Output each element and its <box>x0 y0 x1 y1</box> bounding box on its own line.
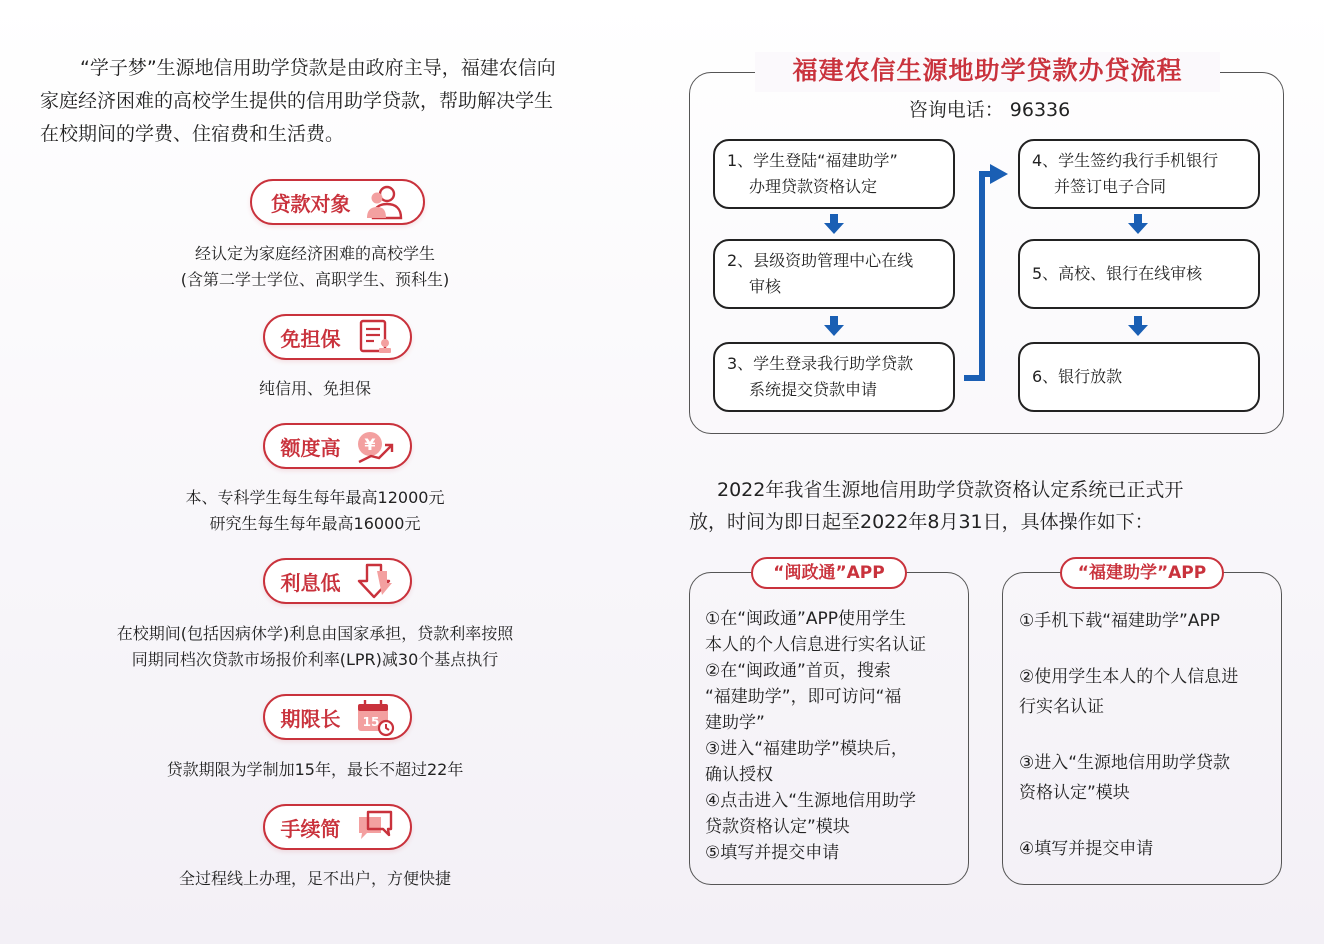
notice-line: 2022年我省生源地信用助学贷款资格认定系统已正式开 <box>717 479 1184 501</box>
notice-paragraph <box>689 474 1285 538</box>
users-icon <box>365 182 405 222</box>
feature-description: 贷款期限为学制加15年，最长不超过22年 <box>166 760 464 779</box>
feature-badge-low-interest <box>263 558 412 604</box>
feature-description: 在校期间(包括因病休学)利息由国家承担，贷款利率按照 同期同档次贷款市场报价利率(LPR)减30个基点执行 <box>116 624 514 669</box>
feature-label: 手续简 <box>280 816 341 841</box>
hotline-number: 96336 <box>1009 99 1071 121</box>
feature-badge-simple-process <box>263 804 412 850</box>
flow-down-arrow-icon <box>824 214 844 234</box>
feature-description: 经认定为家庭经济困难的高校学生 (含第二学士学位、高职学生、预科生) <box>180 244 450 289</box>
feature-badge-loan-target <box>250 179 425 225</box>
feature-badge-no-guarantee <box>263 314 412 360</box>
process-step: 4、学生签约我行手机银行 并签订电子合同 <box>1018 139 1260 209</box>
notice-line: 放，时间为即日起至2022年8月31日，具体操作如下： <box>689 511 1154 533</box>
chat-bubbles-icon <box>355 807 395 847</box>
feature-label: 期限长 <box>280 706 341 731</box>
document-stamp-icon <box>355 317 395 357</box>
process-step: 3、学生登录我行助学贷款 系统提交贷款申请 <box>713 342 955 412</box>
process-step: 5、高校、银行在线审核 <box>1018 239 1260 309</box>
app-instructions: ①手机下载“福建助学”APP ②使用学生本人的个人信息进 行实名认证 ③进入“生源地信用助学贷款 资格认定”模块 ④填写并提交申请 <box>1019 611 1239 859</box>
calendar-clock-icon <box>355 697 395 737</box>
hotline <box>689 95 1284 125</box>
arrow-down-icon <box>355 561 395 601</box>
process-step: 6、银行放款 <box>1018 342 1260 412</box>
feature-label: 贷款对象 <box>270 191 351 216</box>
flow-title: 福建农信生源地助学贷款办贷流程 <box>755 52 1220 92</box>
yen-trend-up-icon <box>355 426 395 466</box>
intro-paragraph <box>40 52 640 151</box>
process-step: 2、县级资助管理中心在线 审核 <box>713 239 955 309</box>
flow-down-arrow-icon <box>824 316 844 336</box>
flow-down-arrow-icon <box>1128 316 1148 336</box>
feature-label: 免担保 <box>280 326 341 351</box>
feature-badge-high-amount <box>263 423 412 469</box>
feature-badge-long-term <box>263 694 412 740</box>
hotline-label: 咨询电话： <box>908 99 1004 121</box>
feature-label: 利息低 <box>280 570 341 595</box>
app-tag-minzhengtong: “闽政通”APP <box>751 557 907 589</box>
app-tag-fujianzhuxue: “福建助学”APP <box>1060 557 1224 589</box>
feature-description: 纯信用、免担保 <box>258 379 371 398</box>
feature-description: 全过程线上办理，足不出户，方便快捷 <box>178 869 451 888</box>
intro-line: “学子梦”生源地信用助学贷款是由政府主导，福建农信向 <box>80 57 556 79</box>
flow-down-arrow-icon <box>1128 214 1148 234</box>
process-step: 1、学生登陆“福建助学” 办理贷款资格认定 <box>713 139 955 209</box>
feature-label: 额度高 <box>280 435 341 460</box>
intro-line: 在校期间的学费、住宿费和生活费。 <box>40 123 345 145</box>
app-instructions: ①在“闽政通”APP使用学生 本人的个人信息进行实名认证 ②在“闽政通”首页，搜索 “福建助学”，即可访问“福 建助学” ③进入“福建助学”模块后， 确认授权 ④点击进入“生源地信用助学 贷款资格认定”模块 ⑤填写并提交申请 <box>705 609 926 863</box>
feature-description: 本、专科学生每生每年最高12000元 研究生每生每年最高16000元 <box>185 488 445 533</box>
intro-line: 家庭经济困难的高校学生提供的信用助学贷款，帮助解决学生 <box>40 90 554 112</box>
calendar-number: 15 <box>362 715 379 729</box>
flow-connector-arrow-icon <box>962 160 1012 386</box>
svg-text:¥: ¥ <box>363 435 376 454</box>
